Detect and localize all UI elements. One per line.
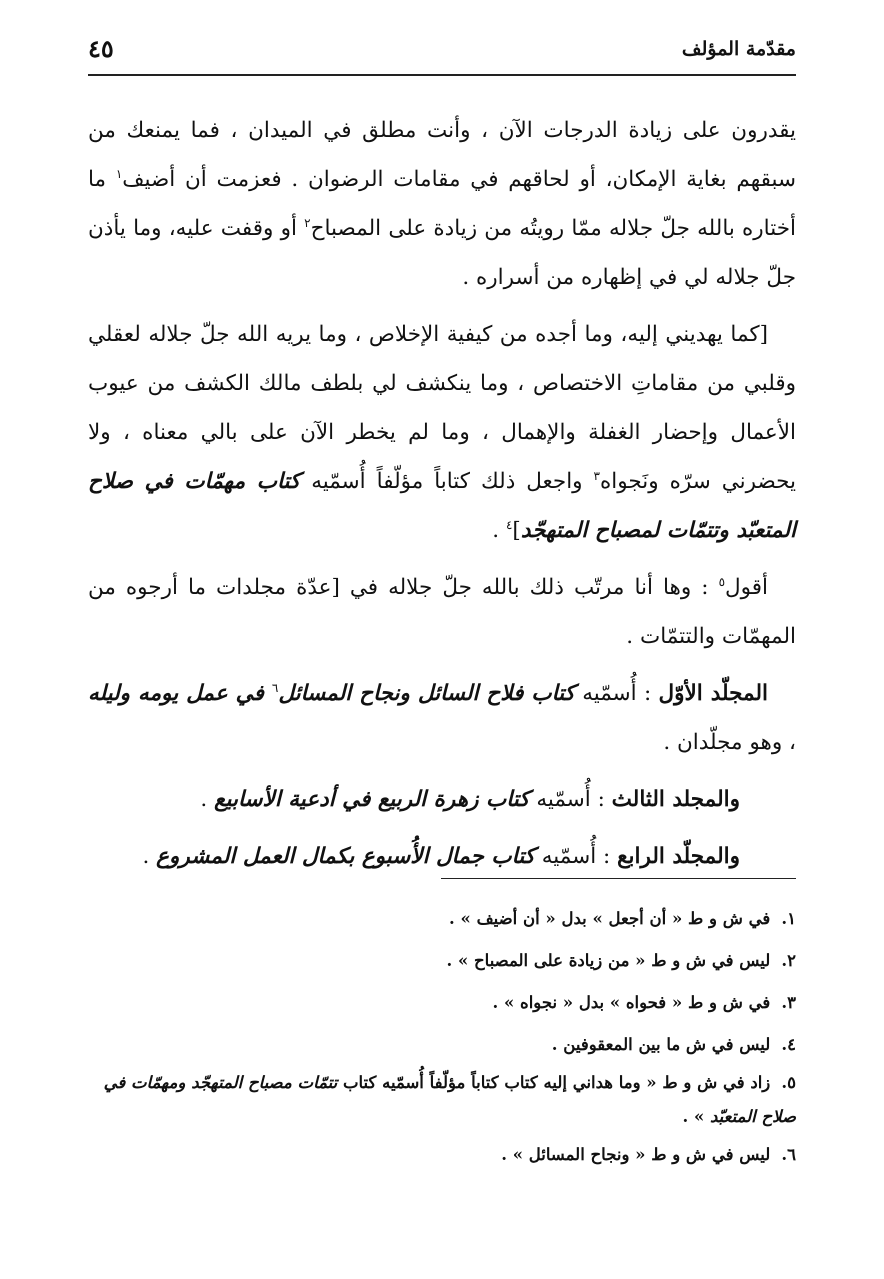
footnote-number: ٦.: [781, 1145, 796, 1164]
footnote-book-title: تتمّات مصباح المتهجّد ومهمّات في صلاح المتعبّد: [103, 1073, 796, 1126]
paragraph-3-text-b: : وها أنا مرتّب ذلك بالله جلّ جلاله في [عدّة مجلدات ما أرجوه من المهمّات والتتمّات .: [88, 575, 796, 649]
volume-1-entry: [88, 669, 796, 767]
paragraph-2: [88, 310, 796, 555]
footnote-2: [88, 940, 796, 982]
footnotes: [88, 898, 796, 1176]
footnote-text-a: زاد في ش و ط « وما هداني إليه كتاب كتاباً مؤلّفاً أُسمّيه كتاب: [337, 1073, 771, 1092]
footnote-ref-2[interactable]: ٢: [304, 215, 311, 230]
volume-4-text-b: .: [142, 844, 157, 869]
volume-1-label: المجلّد الأوّل: [658, 681, 768, 706]
paragraph-2-text-a: [كما يهديني إليه، وما أجده من كيفية الإخلاص ، وما يريه الله جلّ جلاله لعقلي وقلبي من مقاماتِ الاختصاص ، وما ينكشف لي بلطف مالك الكشف من عيوب الأعمال وإحضار الغفلة والإهمال ، وما لم يخطر الآن على بالي معناه ، ولا يحضرني سرّه ونَجواه: [88, 322, 796, 494]
footnote-5: [88, 1066, 796, 1134]
footnote-divider: [441, 878, 796, 879]
volume-4-title: كتاب جمال الأُسبوع بكمال العمل المشروع: [156, 844, 535, 869]
footnote-ref-3[interactable]: ٣: [593, 468, 600, 483]
footnote-text: ليس في ش ما بين المعقوفين .: [551, 1035, 771, 1054]
volume-1-title-2: في عمل يومه وليله: [88, 681, 272, 706]
volume-1-text-a: : أُسمّيه: [574, 681, 659, 706]
footnote-1: [88, 898, 796, 940]
volume-1-title: كتاب فلاح السائل ونجاح المسائل: [278, 681, 575, 706]
footnote-text: ليس في ش و ط « من زيادة على المصباح » .: [446, 951, 771, 970]
running-title: مقدّمة المؤلف: [681, 38, 796, 60]
volume-3-title: كتاب زهرة الربيع في أدعية الأسابيع: [214, 787, 530, 812]
footnote-3: [88, 982, 796, 1024]
footnote-text: في ش و ط « أن أجعل » بدل « أن أضيف » .: [449, 909, 771, 928]
footnote-number: ٢.: [781, 951, 796, 970]
footnote-text: ليس في ش و ط « ونجاح المسائل » .: [501, 1145, 771, 1164]
volume-3-text-b: .: [200, 787, 215, 812]
paragraph-2-text-c: ]: [512, 518, 521, 543]
footnote-ref-1[interactable]: ١: [115, 166, 123, 181]
page-number: ٤٥: [88, 34, 114, 63]
volume-3-label: والمجلد الثالث: [611, 787, 740, 812]
volume-1-text-b: ، وهو مجلّدان .: [663, 730, 796, 755]
footnote-number: ٤.: [781, 1035, 796, 1054]
footnote-text-b: » .: [682, 1107, 711, 1126]
paragraph-1-text-a: يقدرون على زيادة الدرجات الآن ، وأنت مطلق في الميدان ، فما يمنعك من سبقهم بغاية الإمكان، أو لحاقهم في مقامات الرضوان . فعزمت أن أضيف: [88, 118, 796, 192]
footnote-text: في ش و ط « فحواه » بدل « نجواه » .: [492, 993, 771, 1012]
volume-4-label: والمجلّد الرابع: [617, 844, 740, 869]
paragraph-3: [88, 563, 796, 661]
footnote-ref-4[interactable]: ٤: [505, 517, 513, 532]
page-header: [88, 30, 796, 76]
paragraph-2-text-b: واجعل ذلك كتاباً مؤلّفاً أُسمّيه: [300, 469, 594, 494]
footnote-4: [88, 1024, 796, 1066]
main-text: [88, 106, 796, 889]
volume-3-entry: [88, 775, 796, 824]
volume-4-text-a: : أُسمّيه: [534, 844, 618, 869]
paragraph-3-text-a: أقول: [725, 575, 768, 600]
paragraph-2-text-d: .: [492, 518, 506, 543]
footnote-6: [88, 1134, 796, 1176]
volume-3-text-a: : أُسمّيه: [529, 787, 612, 812]
paragraph-1-text-c: أو وقفت عليه، وما يأذن جلّ جلاله لي في إظهاره من أسراره .: [88, 216, 796, 290]
footnote-number: ٥.: [781, 1073, 796, 1092]
footnote-ref-6[interactable]: ٦: [271, 680, 279, 695]
paragraph-1: [88, 106, 796, 302]
footnote-number: ٣.: [781, 993, 796, 1012]
paragraph-1-text-b: ما أختاره بالله جلّ جلاله ممّا رويتُه من زيادة على المصباح: [88, 167, 796, 241]
footnote-ref-5[interactable]: ٥: [718, 574, 726, 589]
volume-4-entry: [88, 832, 796, 881]
footnote-number: ١.: [781, 909, 796, 928]
book-title-muhimmat: كتاب مهمّات في صلاح المتعبّد وتتمّات لمصباح المتهجّد: [88, 469, 796, 543]
